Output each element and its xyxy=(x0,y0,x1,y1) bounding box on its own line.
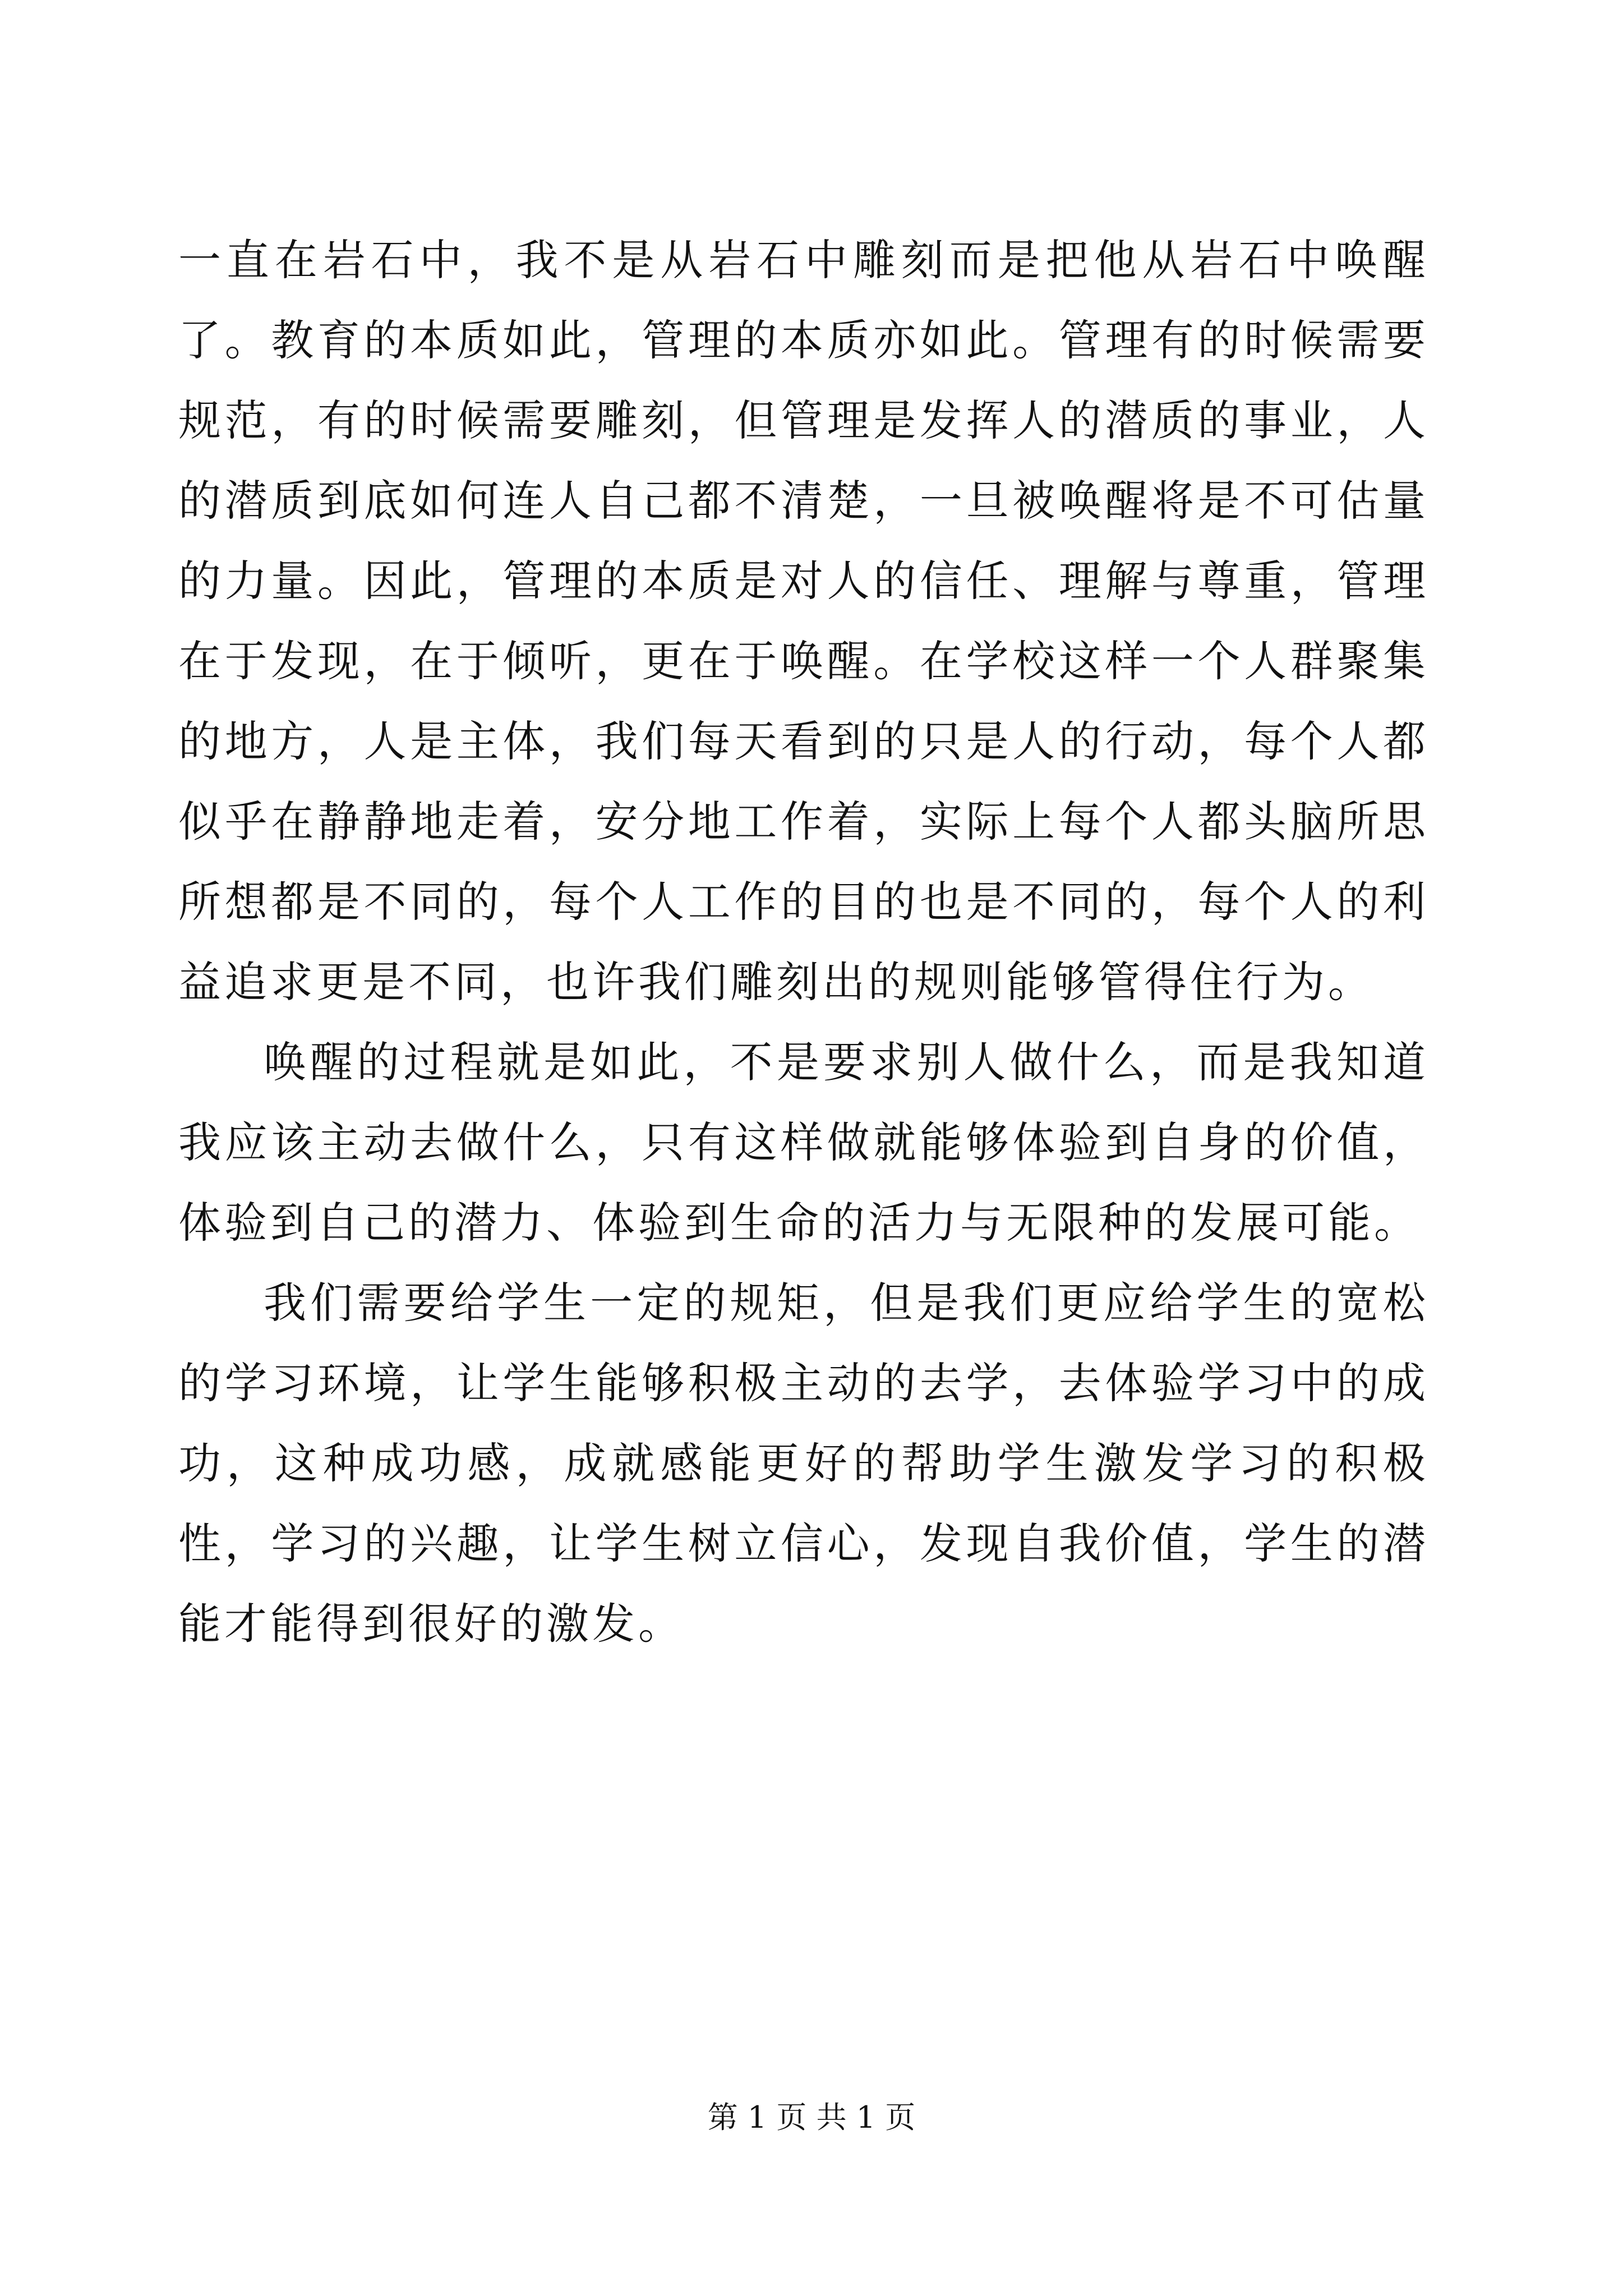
page-footer: 第 1 页 共 1 页 xyxy=(707,2100,916,2135)
paragraph-3: 我们需要给学生一定的规矩，但是我们更应给学生的宽松的学习环境，让学生能够积极主动的去学，去体验学习中的成功，这种成功感，成就感能更好的帮助学生激发学习的积极性，学习的兴趣，让学生树立信心，发现自我价值，学生的潜能才能得到很好的激发。 xyxy=(178,1278,1429,1649)
paragraph-2: 唤醒的过程就是如此，不是要求别人做什么，而是我知道我应该主动去做什么，只有这样做就能够体验到自身的价值，体验到自己的潜力、体验到生命的活力与无限种的发展可能。 xyxy=(178,1037,1429,1248)
body-text xyxy=(178,220,1429,1664)
paragraph-1: 一直在岩石中，我不是从岩石中雕刻而是把他从岩石中唤醒了。教育的本质如此，管理的本质亦如此。管理有的时候需要规范，有的时候需要雕刻，但管理是发挥人的潜质的事业，人的潜质到底如何连人自己都不清楚，一旦被唤醒将是不可估量的力量。因此，管理的本质是对人的信任、理解与尊重，管理在于发现，在于倾听，更在于唤醒。在学校这样一个人群聚集的地方，人是主体，我们每天看到的只是人的行动，每个人都似乎在静静地走着，安分地工作着，实际上每个人都头脑所思所想都是不同的，每个人工作的目的也是不同的，每个人的利益追求更是不同，也许我们雕刻出的规则能够管得住行为。 xyxy=(178,235,1429,1007)
